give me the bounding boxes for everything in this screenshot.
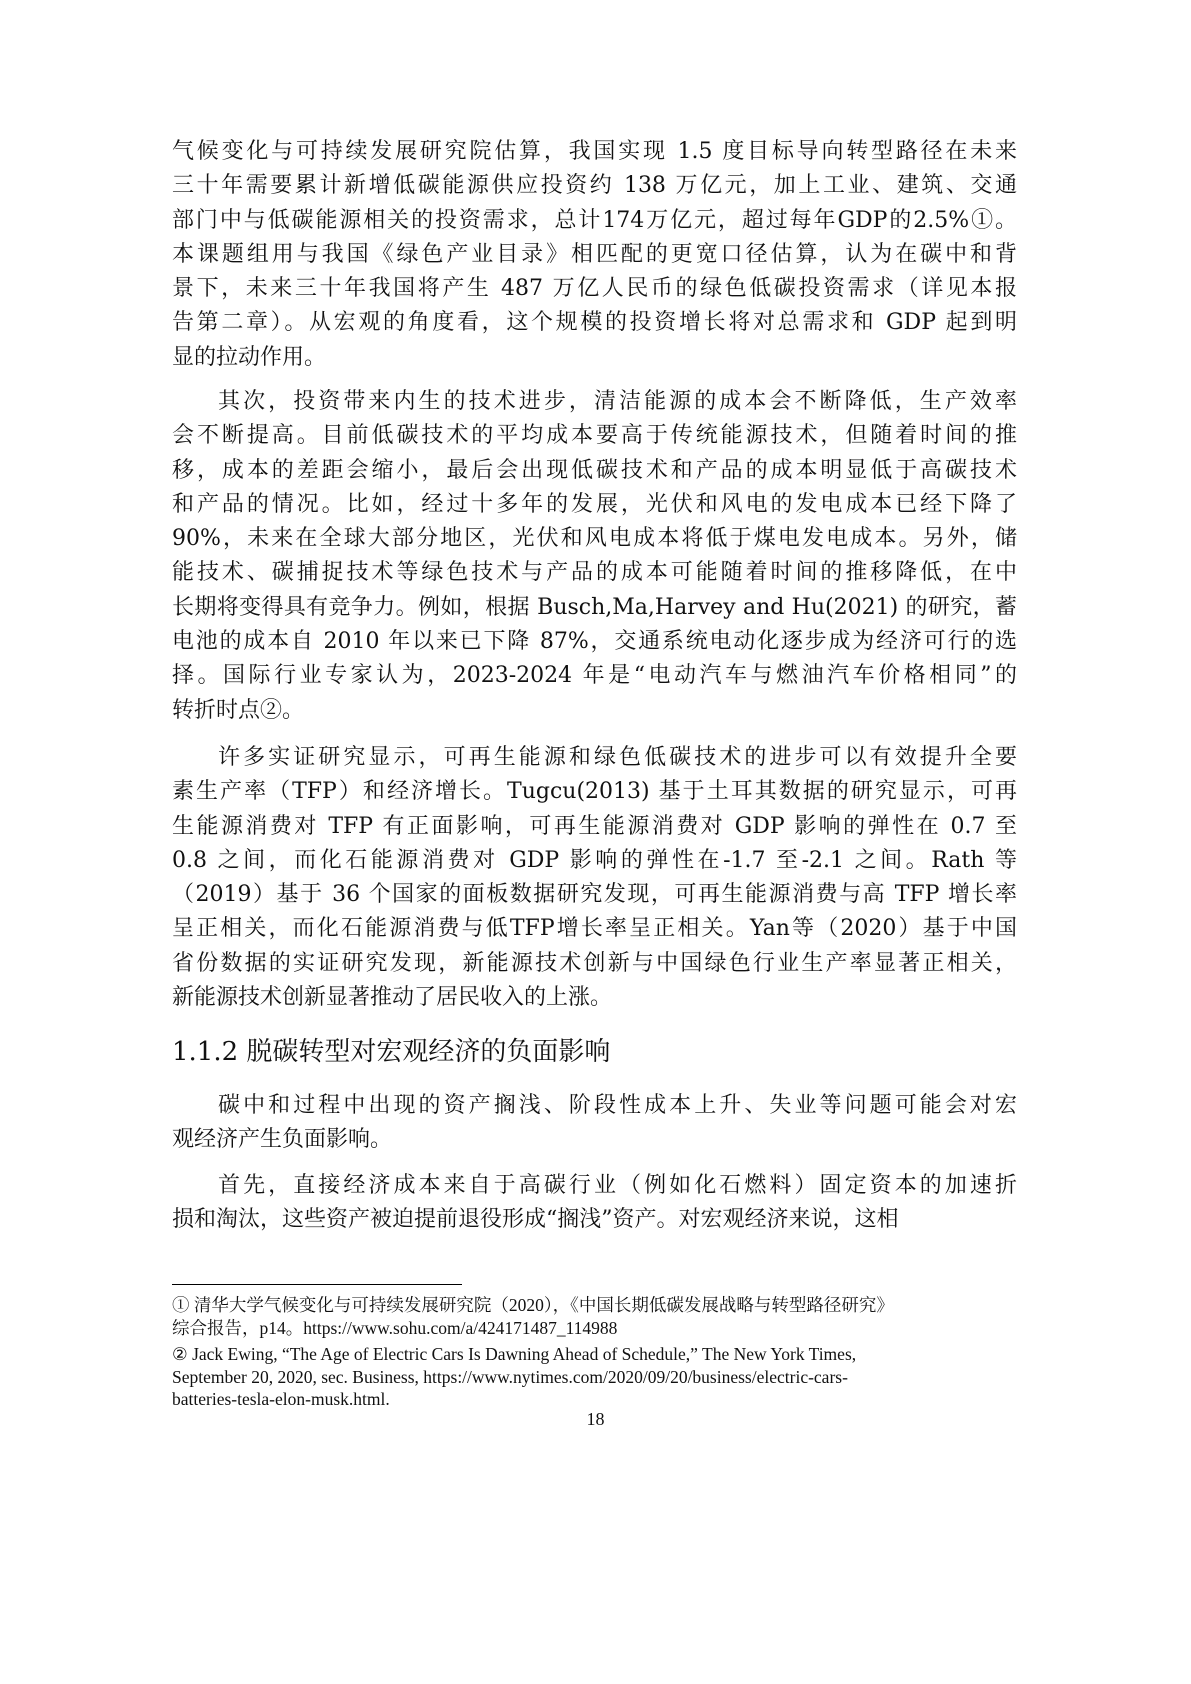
text-line: 三十年需要累计新增低碳能源供应投资约 138 万亿元，加上工业、建筑、交通 [172, 173, 1017, 199]
paragraph-investment-demand [172, 135, 1017, 375]
section-heading: 1.1.2 脱碳转型对宏观经济的负面影响 [172, 1037, 611, 1067]
footnote-2 [172, 1343, 1017, 1411]
text-line: 会不断提高。目前低碳技术的平均成本要高于传统能源技术，但随着时间的推 [172, 423, 1017, 449]
text-line: 观经济产生负面影响。 [172, 1127, 393, 1153]
text-line: 其次，投资带来内生的技术进步，清洁能源的成本会不断降低，生产效率 [218, 389, 1017, 414]
text-line: 电池的成本自 2010 年以来已下降 87%，交通系统电动化逐步成为经济可行的选 [172, 629, 1017, 655]
text-line: 能技术、碳捕捉技术等绿色技术与产品的成本可能随着时间的推移降低，在中 [172, 560, 1017, 586]
text-line: 新能源技术创新显著推动了居民收入的上涨。 [172, 985, 613, 1011]
text-line: 90%，未来在全球大部分地区，光伏和风电成本将低于煤电发电成本。另外，储 [172, 526, 1017, 552]
text-line: 碳中和过程中出现的资产搁浅、阶段性成本上升、失业等问题可能会对宏 [218, 1093, 1017, 1118]
text-line: 移，成本的差距会缩小，最后会出现低碳技术和产品的成本明显低于高碳技术 [172, 457, 1017, 483]
text-line: 生能源消费对 TFP 有正面影响，可再生能源消费对 GDP 影响的弹性在 0.7 至 [172, 813, 1017, 839]
text-line: 告第二章）。从宏观的角度看，这个规模的投资增长将对总需求和 GDP 起到明 [172, 310, 1017, 336]
footnote-line: ② Jack Ewing, “The Age of Electric Cars Is Dawning Ahead of Schedule,” The New York Times, [172, 1344, 857, 1364]
text-line: 和产品的情况。比如，经过十多年的发展，光伏和风电的发电成本已经下降了 [172, 491, 1017, 517]
text-line: 部门中与低碳能源相关的投资需求，总计174万亿元，超过每年GDP的2.5%①。 [172, 207, 1017, 233]
footnote-separator [172, 1284, 462, 1285]
text-line: 呈正相关，而化石能源消费与低TFP增长率呈正相关。Yan等（2020）基于中国 [172, 916, 1017, 942]
text-line: 首先，直接经济成本来自于高碳行业（例如化石燃料）固定资本的加速折 [218, 1173, 1017, 1198]
text-line: 景下，未来三十年我国将产生 487 万亿人民币的绿色低碳投资需求（详见本报 [172, 276, 1017, 302]
text-line: 本课题组用与我国《绿色产业目录》相匹配的更宽口径估算，认为在碳中和背 [172, 241, 1017, 267]
footnote-line: ① 清华大学气候变化与可持续发展研究院（2020），《中国长期低碳发展战略与转型路径研究》 [172, 1295, 894, 1315]
text-line: 气候变化与可持续发展研究院估算，我国实现 1.5 度目标导向转型路径在未来 [172, 139, 1017, 164]
footnote-1 [172, 1294, 1017, 1339]
text-line: 显的拉动作用。 [172, 344, 327, 370]
text-line: 转折时点②。 [172, 697, 305, 723]
text-line: 损和淘汰，这些资产被迫提前退役形成“搁浅”资产。对宏观经济来说，这相 [172, 1207, 899, 1233]
text-line: 长期将变得具有竞争力。例如，根据 Busch,Ma,Harvey and Hu(2021) 的研究，蓄 [172, 594, 1017, 620]
footnote-line: batteries-tesla-elon-musk.html. [172, 1389, 390, 1409]
text-line: 省份数据的实证研究发现，新能源技术创新与中国绿色行业生产率显著正相关， [172, 950, 1017, 976]
footnote-line: 综合报告，p14。https://www.sohu.com/a/424171487_114988 [172, 1317, 618, 1338]
paragraph-stranded-assets [172, 1169, 1017, 1238]
paragraph-empirical-research [172, 741, 1017, 1015]
text-line: 素生产率（TFP）和经济增长。Tugcu(2013) 基于土耳其数据的研究显示，可再 [172, 779, 1017, 805]
footnote-line: September 20, 2020, sec. Business, https://www.nytimes.com/2020/09/20/business/electric-cars- [172, 1366, 848, 1387]
paragraph-technology-progress [172, 385, 1017, 728]
text-line: 择。国际行业专家认为，2023-2024 年是“电动汽车与燃油汽车价格相同”的 [172, 663, 1017, 689]
paragraph-negative-impact-intro [172, 1089, 1017, 1158]
text-line: 0.8 之间，而化石能源消费对 GDP 影响的弹性在-1.7 至-2.1 之间。Rath 等 [172, 847, 1017, 873]
page-number: 18 [586, 1409, 605, 1429]
text-line: 许多实证研究显示，可再生能源和绿色低碳技术的进步可以有效提升全要 [218, 745, 1017, 770]
text-line: （2019）基于 36 个国家的面板数据研究发现，可再生能源消费与高 TFP 增长率 [172, 882, 1017, 908]
